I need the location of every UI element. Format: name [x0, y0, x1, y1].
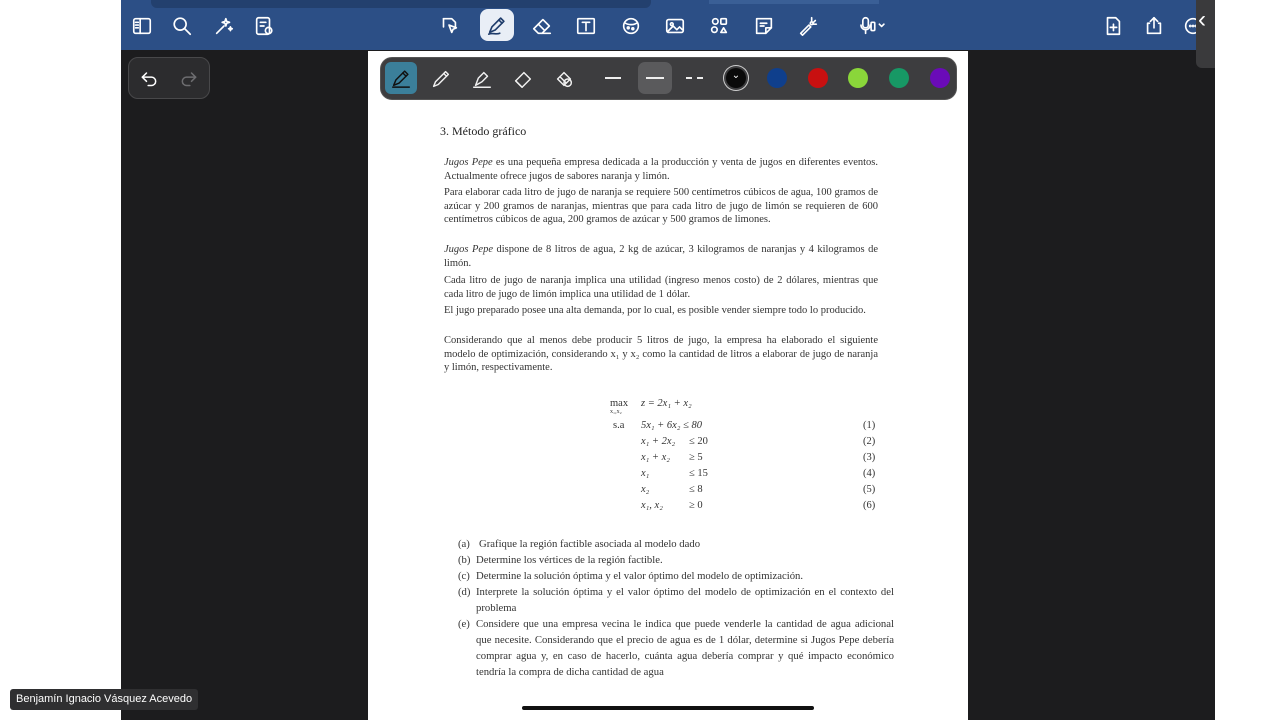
- top-toolbar: [121, 0, 1215, 50]
- color-swatch-lime[interactable]: [848, 68, 868, 88]
- paragraph-text: Para elaborar cada litro de jugo de naranja se requiere 500 centímetros cúbicos de agua, 100 gramos de azúcar y 200 gramos de naranjas, mientras que para cada litro de jugo de limón se requieren de 600 centímetros cúbicos de agua, 200 gramos de azúcar y 500 gramos de limones.: [444, 187, 878, 225]
- constraint-3-num: (3): [863, 452, 876, 463]
- company-name: Jugos Pepe: [444, 157, 493, 168]
- constraint-4-num: (4): [863, 468, 876, 479]
- paragraph-text: dispone de 8 litros de agua, 2 kg de azúcar, 3 kilogramos de naranjas y 4 kilogramos de limón.: [444, 244, 878, 269]
- question-text: Interprete la solución óptima y el valor óptimo del modelo de optimización en el contexto del problema: [476, 586, 894, 614]
- magic-pointer-icon[interactable]: [211, 13, 237, 39]
- question-text: Considere que una empresa vecina le indica que puede venderle la cantidad de agua adicional que necesite. Considerando que el precio de agua es de 1 dólar, determine si Jugos Pepe debería comprar agua y, en caso de hacerlo, cuánta agua debería comprar y qué impacto económico tendría la compra de dicha cantidad de agua: [476, 618, 894, 678]
- question-label: (d): [458, 586, 471, 598]
- constraint-6-num: (6): [863, 500, 876, 511]
- image-icon[interactable]: [662, 13, 688, 39]
- tape-icon[interactable]: [551, 66, 577, 92]
- undo-redo-group: [128, 57, 210, 99]
- paragraph-text: es una pequeña empresa dedicada a la producción y venta de jugos en diferentes eventos. Actualmente ofrece jugos de sabores naranja y limón.: [444, 157, 878, 182]
- stroke-thin[interactable]: [605, 77, 621, 79]
- share-icon[interactable]: [1141, 13, 1167, 39]
- constraint-1-num: (1): [863, 420, 876, 431]
- checklist-icon[interactable]: [251, 13, 277, 39]
- text-box-icon[interactable]: [573, 13, 599, 39]
- constraint-6-rhs: ≥ 0: [689, 500, 703, 511]
- paragraph-1: [444, 156, 878, 183]
- ballpoint-pen-icon[interactable]: [428, 66, 454, 92]
- constraint-5-rhs: ≤ 8: [689, 484, 703, 495]
- paragraph-text: Considerando que al menos debe producir 5 litros de jugo, la empresa ha elaborado el siguiente modelo de optimización, considerando x₁ y x₂ como la cantidad de litros a elaborar de jugo de naranja y limón, respectivamente.: [444, 335, 878, 373]
- constraint-5-num: (5): [863, 484, 876, 495]
- highlighter-icon[interactable]: [510, 66, 536, 92]
- constraint-2-rhs: ≤ 20: [689, 436, 708, 447]
- sticky-note-icon[interactable]: [751, 13, 777, 39]
- undo-icon[interactable]: [139, 68, 161, 88]
- constraint-5-lhs: x₂: [641, 484, 650, 495]
- color-swatch-blue[interactable]: [767, 68, 787, 88]
- elements-icon[interactable]: [706, 13, 732, 39]
- section-title: 3. Método gráfico: [440, 124, 527, 138]
- search-icon[interactable]: [169, 13, 195, 39]
- color-swatch-black[interactable]: [726, 68, 746, 88]
- pen-tool-palette: [380, 57, 957, 100]
- question-text: Grafique la región factible asociada al modelo dado: [479, 538, 701, 550]
- add-page-icon[interactable]: [1100, 13, 1126, 39]
- microphone-icon[interactable]: [852, 13, 892, 39]
- model-objective: z = 2x₁ + x₂: [641, 398, 692, 409]
- chevron-down-icon: ⌄: [731, 70, 741, 81]
- paragraph-text: El jugo preparado posee una alta demanda, por lo cual, es posible vender siempre todo lo producido.: [444, 305, 866, 316]
- paragraph-4: [444, 274, 878, 301]
- constraint-3-lhs: x₁ + x₂: [641, 452, 670, 463]
- company-name: Jugos Pepe: [444, 244, 493, 255]
- stroke-dashed[interactable]: [686, 77, 703, 79]
- title-strip-secondary: [709, 0, 879, 4]
- color-swatch-green[interactable]: [889, 68, 909, 88]
- constraint-4-lhs: x₁: [641, 468, 650, 479]
- color-swatch-red[interactable]: [808, 68, 828, 88]
- paragraph-5: [444, 304, 878, 318]
- stroke-medium[interactable]: [646, 77, 664, 79]
- constraint-1-lhs: 5x₁ + 6x₂ ≤ 80: [641, 420, 702, 431]
- model-max-subscript: x₁,x₂: [610, 409, 622, 415]
- constraint-6-lhs: x₁, x₂: [641, 500, 663, 511]
- constraint-2-lhs: x₁ + 2x₂: [641, 436, 676, 447]
- laser-pointer-icon[interactable]: [795, 13, 821, 39]
- brush-pen-icon[interactable]: [469, 66, 495, 92]
- chevron-left-icon: ‹: [1198, 6, 1206, 33]
- redo-icon[interactable]: [179, 68, 201, 88]
- paragraph-6: [444, 334, 878, 375]
- shapes-icon[interactable]: [618, 13, 644, 39]
- fountain-pen-icon[interactable]: [385, 62, 417, 94]
- color-swatch-purple[interactable]: [930, 68, 950, 88]
- question-label: (b): [458, 554, 471, 566]
- paragraph-text: Cada litro de jugo de naranja implica una utilidad (ingreso menos costo) de 2 dólares, mientras que cada litro de jugo de limón implica una utilidad de 1 dólar.: [444, 275, 878, 300]
- paragraph-2: [444, 186, 878, 227]
- eraser-icon[interactable]: [529, 13, 555, 39]
- constraint-3-rhs: ≥ 5: [689, 452, 703, 463]
- question-text: Determine la solución óptima y el valor óptimo del modelo de optimización.: [476, 570, 804, 582]
- title-strip: [151, 0, 651, 8]
- model-max-label: max: [610, 398, 629, 409]
- question-label: (e): [458, 618, 470, 630]
- model-st-label: s.a: [613, 420, 625, 431]
- home-indicator[interactable]: [522, 706, 814, 710]
- question-text: Determine los vértices de la región factible.: [476, 554, 663, 566]
- sidebar-icon[interactable]: [129, 13, 155, 39]
- lasso-icon[interactable]: [436, 13, 462, 39]
- pen-icon[interactable]: [480, 9, 514, 41]
- side-panel-handle[interactable]: [1196, 0, 1215, 68]
- paragraph-3: [444, 243, 878, 270]
- participant-name-label: Benjamín Ignacio Vásquez Acevedo: [10, 689, 198, 710]
- question-label: (c): [458, 570, 470, 582]
- question-label: (a): [458, 538, 470, 550]
- constraint-2-num: (2): [863, 436, 876, 447]
- constraint-4-rhs: ≤ 15: [689, 468, 708, 479]
